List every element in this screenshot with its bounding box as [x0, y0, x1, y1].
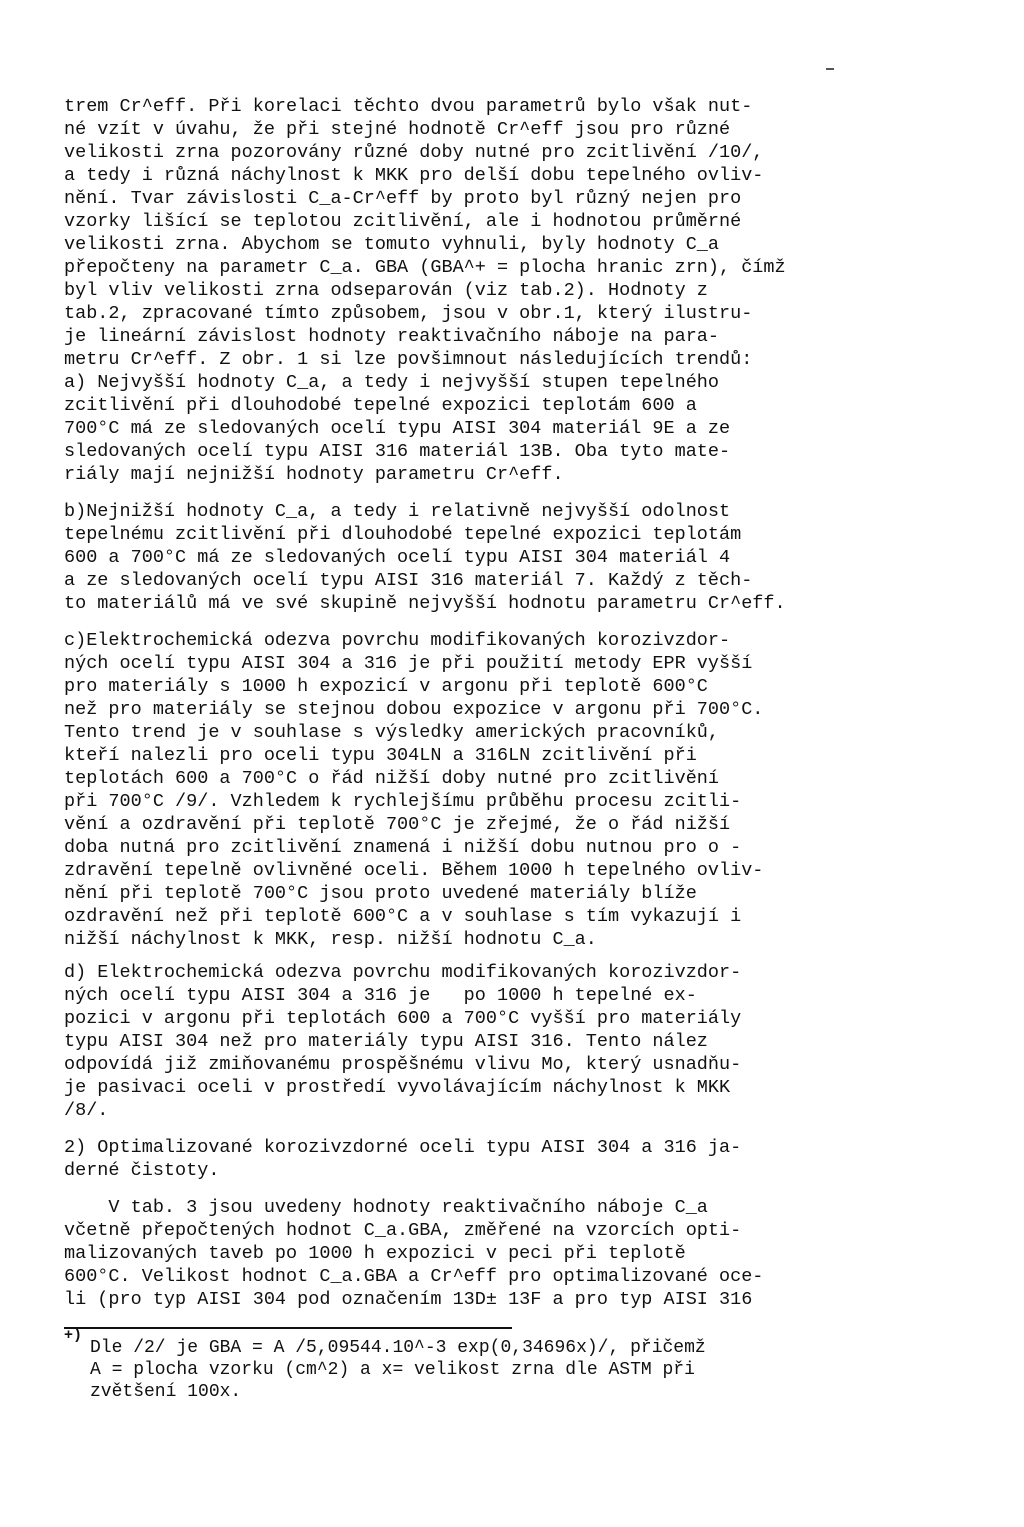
- footnote-separator: [64, 1327, 512, 1329]
- footnote: [64, 1327, 924, 1403]
- paragraph-trend-c: c)Elektrochemická odezva povrchu modifikovaných korozivzdor- ných ocelí typu AISI 304 a 316 je při použití metody EPR vyšší pro materiály s 1000 h expozicí v argonu při teplotě 600°C než pro materiály se stejnou dobou expozice v argonu při 700°C. Tento trend je v souhlase s výsledky amerických pracovníků, kteří nalezli pro oceli typu 304LN a 316LN zcitlivění při teplotách 600 a 700°C o řád nižší doby nutné pro zcitlivění při 700°C /9/. Vzhledem k rychlejšímu průběhu procesu zcitli- vění a ozdravění při teplotě 700°C je zřejmé, že o řád nižší doba nutná pro zcitlivění znamená i nižší dobu nutnou pro o - zdravění tepelně ovlivněné oceli. Během 1000 h tepelného ovliv- nění při teplotě 700°C jsou proto uvedené materiály blíže ozdravění než při teplotě 600°C a v souhlase s tím vykazují i nižší náchylnost k MKK, resp. nižší hodnotu C_a.: [64, 630, 764, 950]
- paragraph-gap: [64, 486, 924, 500]
- paragraph-table-3: V tab. 3 jsou uvedeny hodnoty reaktivačního náboje C_a včetně přepočtených hodnot C_a.GBA, změřené na vzorcích opti- malizovaných taveb po 1000 h expozici v peci při teplotě 600°C. Velikost hodnot C_a.GBA a Cr^eff pro optimalizované oce- li (pro typ AISI 304 pod označením 13D± 13F a pro typ AISI 316: [64, 1197, 764, 1310]
- footnote-marker: +): [64, 1327, 83, 1344]
- paragraph-gap: [64, 1122, 924, 1136]
- section-heading-optimized-steels: 2) Optimalizované korozivzdorné oceli typu AISI 304 a 316 ja- derné čistoty.: [64, 1137, 742, 1181]
- footnote-text: Dle /2/ je GBA = A /5,09544.10^-3 exp(0,34696x)/, přičemž A = plocha vzorku (cm^2) a x= velikost zrna dle ASTM při zvětšení 100x.: [90, 1338, 706, 1402]
- paragraph-intro: trem Cr^eff. Při korelaci těchto dvou parametrů bylo však nut- né vzít v úvahu, že při stejné hodnotě Cr^eff jsou pro různé velikosti zrna pozorovány různé doby nutné pro zcitlivění /10/, a tedy i různá náchylnost k MKK pro delší dobu tepelného ovliv- nění. Tvar závislosti C_a-Cr^eff by proto byl různý nejen pro vzorky lišící se teplotou zcitlivění, ale i hodnotou průměrné velikosti zrna. Abychom se tomuto vyhnuli, byly hodnoty C_a přepočteny na parametr C_a. GBA (GBA^+ = plocha hranic zrn), čímž byl vliv velikosti zrna odseparován (viz tab.2). Hodnoty z tab.2, zpracované tímto způsobem, jsou v obr.1, který ilustru- je lineární závislost hodnoty reaktivačního náboje na para- metru Cr^eff. Z obr. 1 si lze povšimnout následujících trendů: a) Nejvyšší hodnoty C_a, a tedy i nejvyšší stupen tepelného zcitlivění při dlouhodobé tepelné expozici teplotám 600 a 700°C má ze sledovaných ocelí typu AISI 304 materiál 9E a ze sledovaných ocelí typu AISI 316 materiál 13B. Oba tyto mate- riály mají nejnižší hodnoty parametru Cr^eff.: [64, 96, 786, 485]
- paragraph-gap: [64, 951, 924, 961]
- paragraph-gap: [64, 615, 924, 629]
- paragraph-trend-d: d) Elektrochemická odezva povrchu modifikovaných korozivzdor- ných ocelí typu AISI 304 a 316 je po 1000 h tepelné ex- pozici v argonu při teplotách 600 a 700°C vyšší pro materiály typu AISI 304 než pro materiály typu AISI 316. Tento nález odpovídá již zmiňovanému prospěšnému vlivu Mo, který usnadňu- je pasivaci oceli v prostředí vyvolávajícím náchylnost k MKK /8/.: [64, 962, 742, 1121]
- scan-mark: [826, 68, 834, 70]
- paragraph-trend-b: b)Nejnižší hodnoty C_a, a tedy i relativně nejvyšší odolnost tepelnému zcitlivění při dlouhodobé tepelné expozici teplotám 600 a 700°C má ze sledovaných ocelí typu AISI 304 materiál 4 a ze sledovaných ocelí typu AISI 316 materiál 7. Každý z těch- to materiálů má ve své skupině nejvyšší hodnotu parametru Cr^eff.: [64, 501, 786, 614]
- paragraph-gap: [64, 1182, 924, 1196]
